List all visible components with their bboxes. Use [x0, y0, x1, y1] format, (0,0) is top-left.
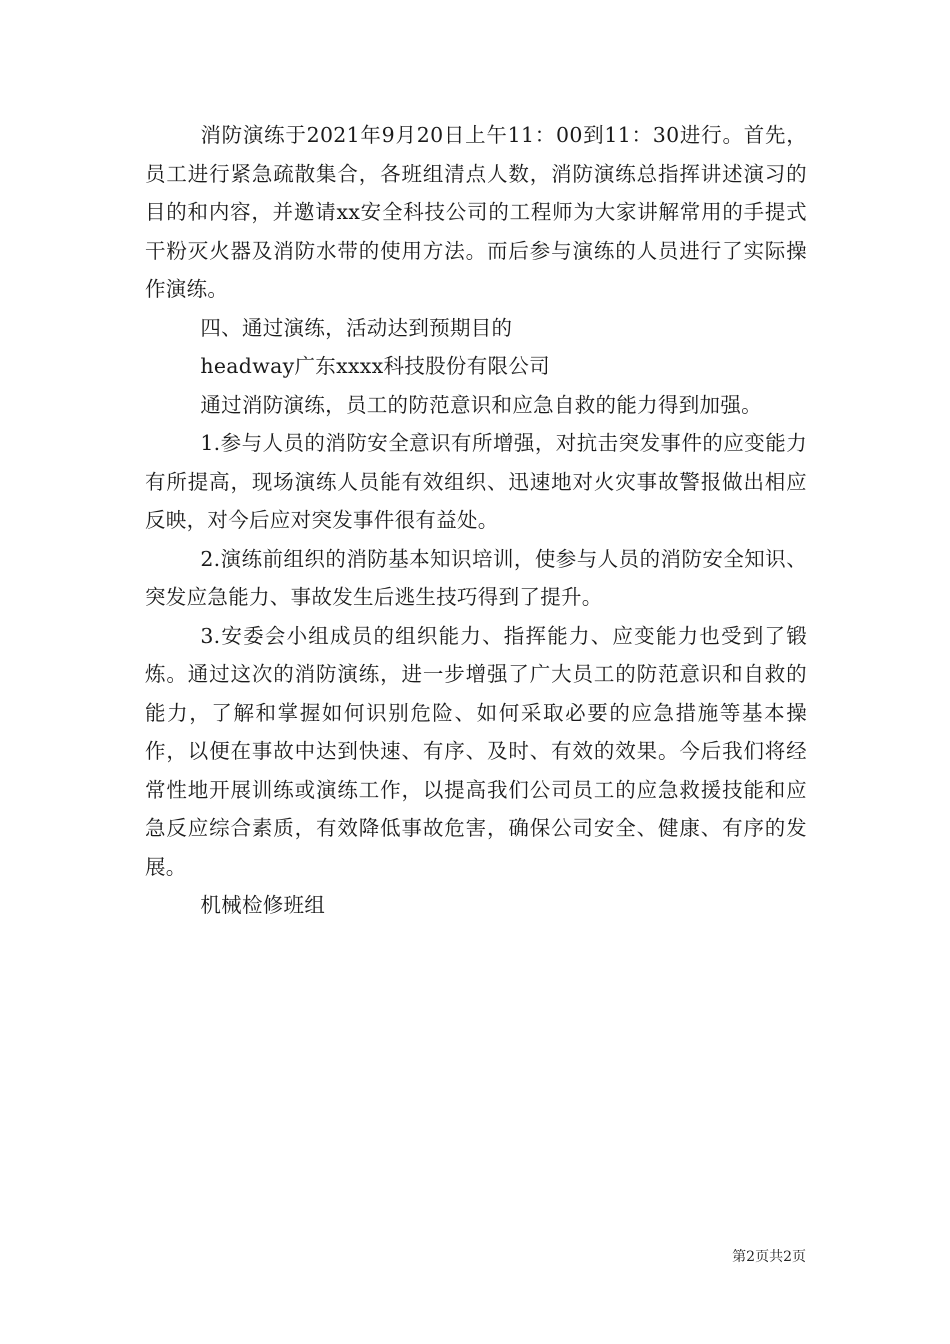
section-heading-results: 四、通过演练，活动达到预期目的 — [200, 315, 513, 340]
paragraph-drill-overview: 消防演练于2021年9月20日上午11：00到11：30进行。首先，员工进行紧急疏散集合，各班组清点人数，消防演练总指挥讲述演习的目的和内容，并邀请xx安全科技公司的工程师为大家讲解常用的手提式干粉灭火器及消防水带的使用方法。而后参与演练的人员进行了实际操作演练。 — [145, 123, 807, 301]
page-number: 第2页共2页 — [732, 1249, 806, 1265]
signature-team: 机械检修班组 — [200, 893, 326, 917]
paragraph-point-2: 2.演练前组织的消防基本知识培训，使参与人员的消防安全知识、突发应急能力、事故发生后逃生技巧得到了提升。 — [145, 546, 807, 609]
paragraph-point-3: 3.安委会小组成员的组织能力、指挥能力、应变能力也受到了锻炼。通过这次的消防演练，进一步增强了广大员工的防范意识和自救的能力，了解和掌握如何识别危险、如何采取必要的应急措施等基本操作，以便在事故中达到快速、有序、及时、有效的效果。今后我们将经常性地开展训练或演练工作，以提高我们公司员工的应急救援技能和应急反应综合素质，有效降低事故危害，确保公司安全、健康、有序的发展。 — [145, 623, 807, 879]
paragraph-summary: 通过消防演练，员工的防范意识和应急自救的能力得到加强。 — [200, 392, 762, 417]
document-body — [145, 116, 807, 925]
company-name-line: headway广东xxxx科技股份有限公司 — [200, 354, 550, 378]
paragraph-point-1: 1.参与人员的消防安全意识有所增强，对抗击突发事件的应变能力有所提高，现场演练人员能有效组织、迅速地对火灾事故警报做出相应反映，对今后应对突发事件很有益处。 — [145, 431, 807, 532]
